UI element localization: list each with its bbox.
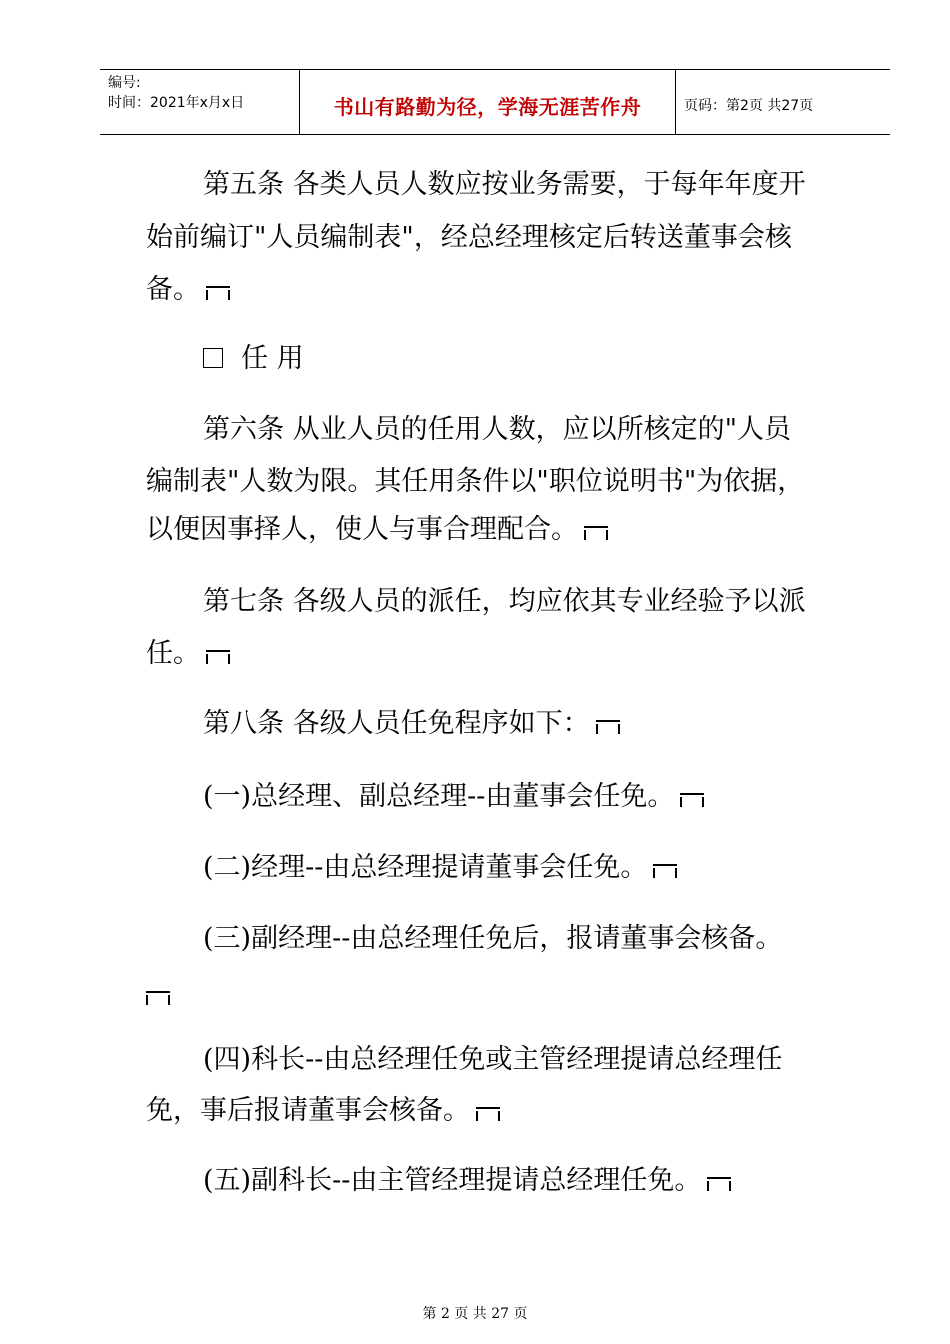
document-number-label: 编号: bbox=[108, 75, 141, 91]
text-line: 第八条 各级人员任免程序如下： bbox=[203, 707, 620, 741]
list-item: (四)科长--由总经理任免或主管经理提请总经理任 bbox=[203, 1044, 783, 1075]
header-middle-cell bbox=[300, 70, 676, 134]
paragraph-mark-icon bbox=[476, 1101, 500, 1121]
paragraph-mark-icon bbox=[206, 280, 230, 300]
list-item: (五)副科长--由主管经理提请总经理任免。 bbox=[203, 1164, 731, 1198]
text-line: 第六条 从业人员的任用人数，应以所核定的"人员 bbox=[203, 414, 792, 445]
list-item: (三)副经理--由总经理任免后，报请董事会核备。 bbox=[203, 923, 783, 954]
document-time-label: 时间：2021年x月x日 bbox=[108, 95, 245, 111]
text-line: 任。 bbox=[146, 637, 230, 671]
header-left-cell bbox=[100, 70, 300, 134]
text-line: 编制表"人数为限。其任用条件以"职位说明书"为依据， bbox=[146, 466, 805, 497]
header-page-label: 页码：第2页 共27页 bbox=[684, 98, 814, 114]
paragraph-mark-icon bbox=[584, 520, 608, 540]
paragraph-mark-icon bbox=[596, 714, 620, 734]
text-line: 第五条 各类人员人数应按业务需要，于每年年度开 bbox=[203, 169, 806, 200]
header-table bbox=[100, 69, 890, 135]
list-item: (二)经理--由总经理提请董事会任免。 bbox=[203, 851, 677, 885]
text-line: 第七条 各级人员的派任，均应依其专业经验予以派 bbox=[203, 586, 806, 617]
text-line bbox=[140, 978, 170, 1012]
section-heading: 任 用 bbox=[203, 342, 304, 376]
paragraph-mark-icon bbox=[680, 787, 704, 807]
list-item: (一)总经理、副总经理--由董事会任免。 bbox=[203, 780, 704, 814]
text-line: 以便因事择人，使人与事合理配合。 bbox=[146, 513, 608, 547]
checkbox-square-icon bbox=[203, 348, 223, 368]
page-footer: 第 2 页 共 27 页 bbox=[422, 1306, 528, 1322]
header-motto: 书山有路勤为径，学海无涯苦作舟 bbox=[333, 95, 642, 119]
paragraph-mark-icon bbox=[653, 858, 677, 878]
header-right-cell bbox=[676, 70, 890, 134]
paragraph-mark-icon bbox=[146, 985, 170, 1005]
text-line: 始前编订"人员编制表"，经总经理核定后转送董事会核 bbox=[146, 222, 792, 253]
text-line: 免，事后报请董事会核备。 bbox=[146, 1094, 500, 1128]
text-line: 备。 bbox=[146, 273, 230, 307]
paragraph-mark-icon bbox=[206, 644, 230, 664]
paragraph-mark-icon bbox=[707, 1171, 731, 1191]
